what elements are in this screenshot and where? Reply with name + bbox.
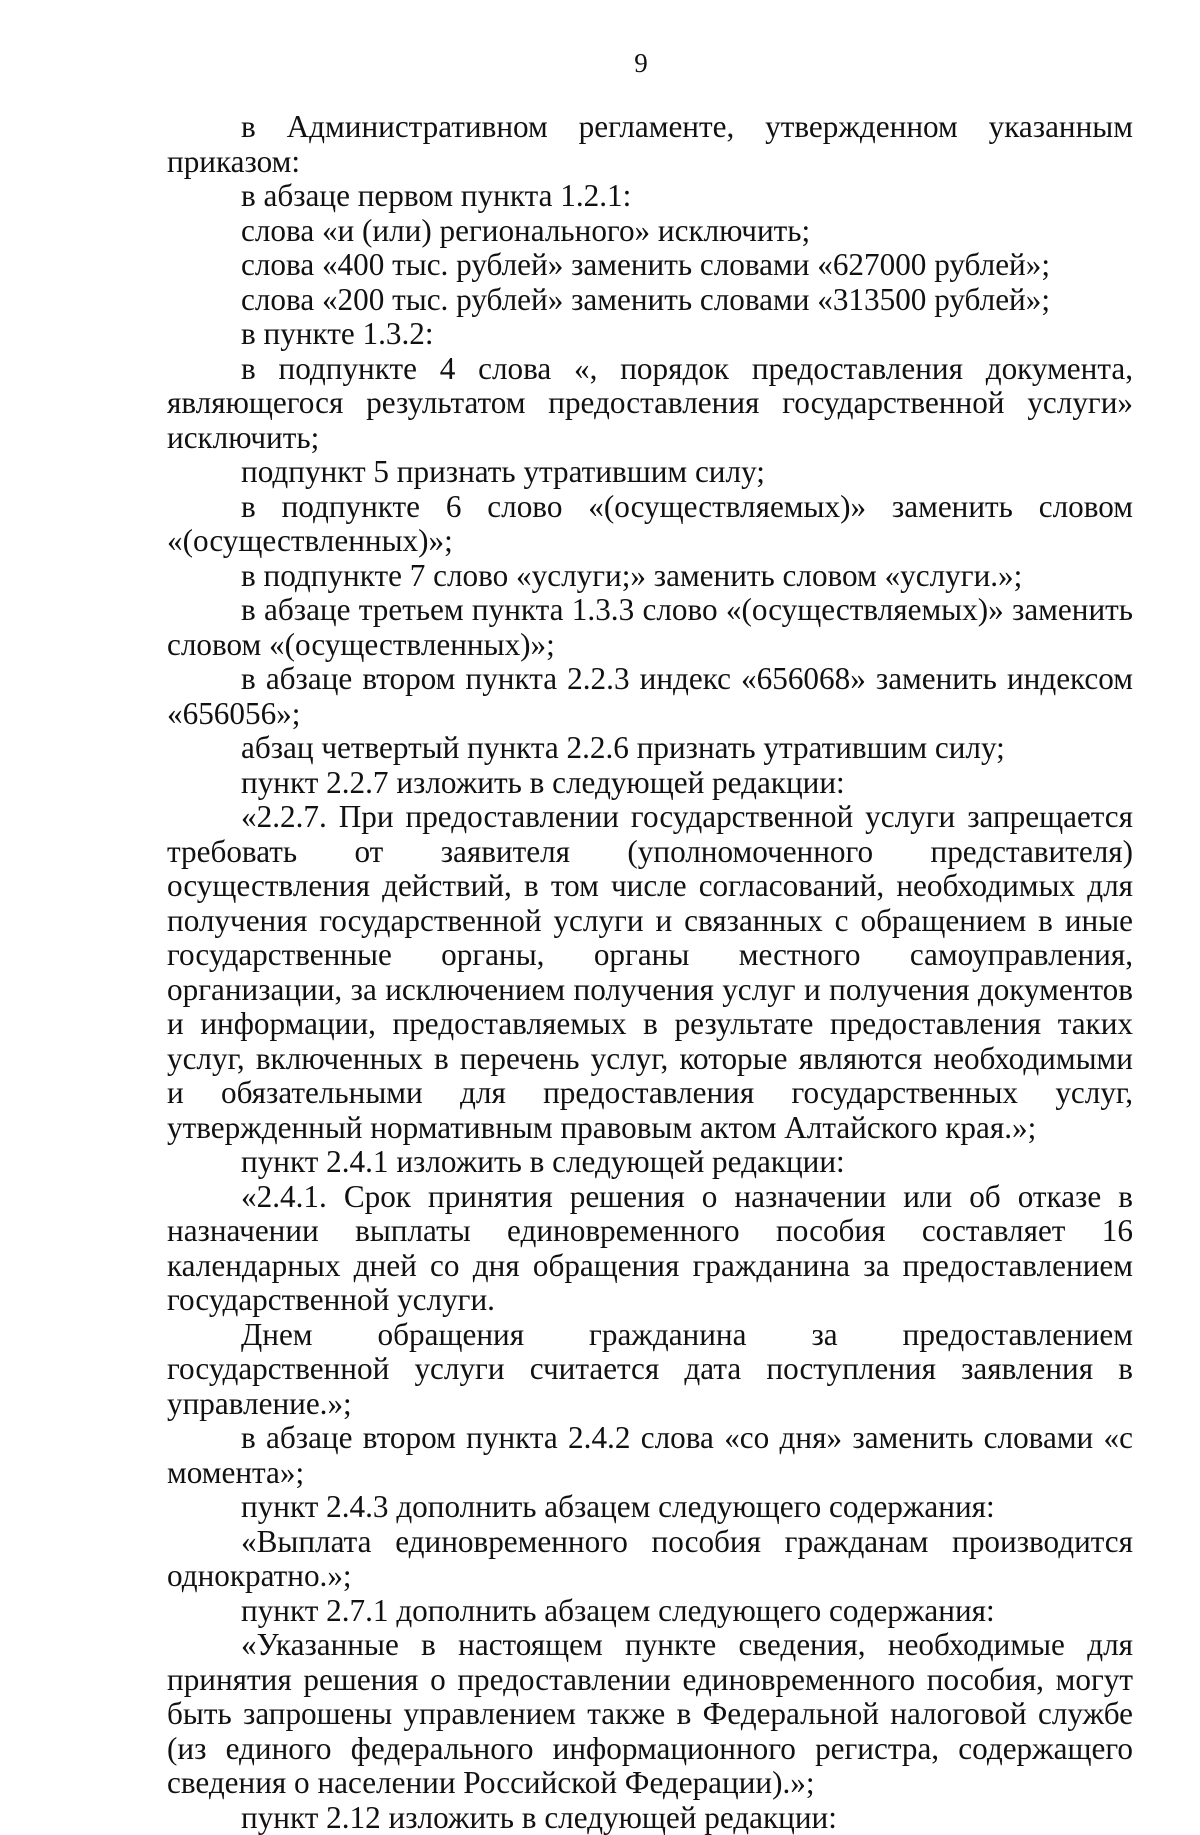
paragraph-item: пункт 2.4.3 дополнить абзацем следующего содержания: bbox=[167, 1490, 1133, 1525]
paragraph-item: в абзаце третьем пункта 1.3.3 слово «(осуществляемых)» заменить словом «(осуществленных)»; bbox=[167, 593, 1133, 662]
paragraph-item: в абзаце втором пункта 2.2.3 индекс «656068» заменить индексом «656056»; bbox=[167, 662, 1133, 731]
paragraph-quote: «2.2.7. При предоставлении государственной услуги запрещается требовать от заявителя (уполномоченного представителя) осуществления действий, в том числе согласований, необходимых для получения государственной услуги и связанных с обращением в иные государственные органы, органы местного самоуправления, организации, за исключением получения услуг и получения документов и информации, предоставляемых в результате предоставления таких услуг, включенных в перечень услуг, которые являются необходимыми и обязательными для предоставления государственных услуг, утвержденный нормативным правовым актом Алтайского края.»; bbox=[167, 800, 1133, 1145]
paragraph-item: пункт 2.12 изложить в следующей редакции: bbox=[167, 1801, 1133, 1835]
paragraph-item: в подпункте 4 слова «, порядок предоставления документа, являющегося результатом предоставления государственной услуги» исключить; bbox=[167, 352, 1133, 456]
paragraph-item: в абзаце первом пункта 1.2.1: bbox=[167, 179, 1133, 214]
paragraph-item: слова «200 тыс. рублей» заменить словами «313500 рублей»; bbox=[167, 283, 1133, 318]
paragraph-item: абзац четвертый пункта 2.2.6 признать утратившим силу; bbox=[167, 731, 1133, 766]
paragraph-quote: «Указанные в настоящем пункте сведения, необходимые для принятия решения о предоставлении единовременного пособия, могут быть запрошены управлением также в Федеральной налоговой службе (из единого федерального информационного регистра, содержащего сведения о населении Российской Федерации).»; bbox=[167, 1628, 1133, 1801]
paragraph-intro: в Административном регламенте, утвержденном указанным приказом: bbox=[167, 110, 1133, 179]
paragraph-item: пункт 2.2.7 изложить в следующей редакции: bbox=[167, 766, 1133, 801]
paragraph-item: пункт 2.4.1 изложить в следующей редакции: bbox=[167, 1145, 1133, 1180]
document-body bbox=[167, 110, 1133, 1835]
paragraph-item: в пункте 1.3.2: bbox=[167, 317, 1133, 352]
paragraph-item: слова «400 тыс. рублей» заменить словами «627000 рублей»; bbox=[167, 248, 1133, 283]
paragraph-quote: «2.4.1. Срок принятия решения о назначении или об отказе в назначении выплаты единовременного пособия составляет 16 календарных дней со дня обращения гражданина за предоставлением государственной услуги. bbox=[167, 1180, 1133, 1318]
paragraph-quote: Днем обращения гражданина за предоставлением государственной услуги считается дата поступления заявления в управление.»; bbox=[167, 1318, 1133, 1422]
paragraph-item: в подпункте 7 слово «услуги;» заменить словом «услуги.»; bbox=[167, 559, 1133, 594]
paragraph-item: слова «и (или) регионального» исключить; bbox=[167, 214, 1133, 249]
paragraph-item: в абзаце втором пункта 2.4.2 слова «со дня» заменить словами «с момента»; bbox=[167, 1421, 1133, 1490]
paragraph-item: в подпункте 6 слово «(осуществляемых)» заменить словом «(осуществленных)»; bbox=[167, 490, 1133, 559]
paragraph-item: подпункт 5 признать утратившим силу; bbox=[167, 455, 1133, 490]
paragraph-item: пункт 2.7.1 дополнить абзацем следующего содержания: bbox=[167, 1594, 1133, 1629]
paragraph-quote: «Выплата единовременного пособия гражданам производится однократно.»; bbox=[167, 1525, 1133, 1594]
page-number: 9 bbox=[0, 48, 1200, 78]
